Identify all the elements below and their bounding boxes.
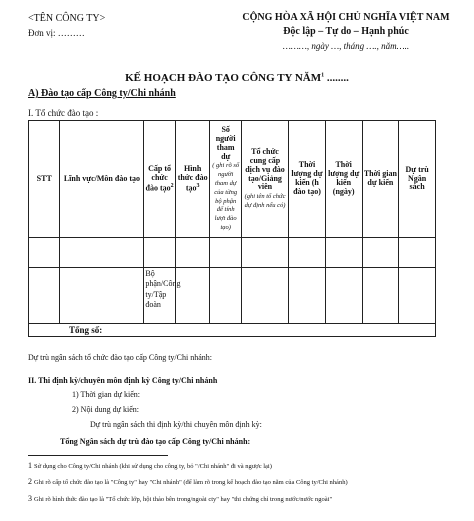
table-cell[interactable] (210, 268, 241, 324)
table-cell[interactable] (60, 238, 144, 268)
footnote-3-number: 3 (28, 494, 32, 503)
header-duration-days: Thời lượng dự kiến (ngày) (325, 121, 362, 238)
footnote-2-number: 2 (28, 477, 32, 486)
section-ii-heading: II. Thi định kỳ/chuyên môn định kỳ Công ty/Chi nhánh (28, 376, 218, 385)
section-i-heading: I. Tổ chức đào tạo : (28, 108, 99, 118)
table-cell[interactable] (362, 268, 399, 324)
table-cell[interactable] (362, 238, 399, 268)
table-cell[interactable] (210, 238, 241, 268)
table-cell[interactable] (241, 268, 288, 324)
header-participants-text: Số người tham dự (215, 125, 236, 161)
footnote-1-text: Sử dụng cho Công ty/Chi nhánh (khi sử dụng cho công ty, bỏ "/Chi nhánh" đi và ngược lại) (34, 463, 272, 470)
table-row (29, 268, 436, 324)
table-cell[interactable] (60, 268, 144, 324)
document-title (0, 72, 474, 84)
header-form (175, 121, 210, 238)
total-row (29, 324, 436, 337)
unit-field: Đơn vị: ……… (28, 28, 85, 38)
total-budget-line: Tổng Ngân sách dự trù đào tạo cấp Công ty/Chi nhánh: (60, 437, 251, 446)
document-title-footnote-ref: 1 (321, 72, 325, 79)
exam-budget-line: Dự trù ngân sách thi định kỳ/thi chuyên môn định kỳ: (90, 420, 262, 429)
budget-line: Dự trù ngân sách tổ chức đào tạo cấp Công ty/Chi nhánh: (28, 353, 212, 362)
header-participants (210, 121, 241, 238)
level-cell[interactable]: Bộ phận/Công ty/Tập đoàn (144, 268, 175, 324)
header-provider (241, 121, 288, 238)
table-cell[interactable] (175, 238, 210, 268)
list-item-time: 1) Thời gian dự kiến: (72, 390, 140, 399)
header-level-footnote-ref: 2 (170, 182, 174, 189)
footnote-2 (28, 477, 348, 486)
footnote-1 (28, 461, 272, 470)
table-cell[interactable] (399, 238, 436, 268)
footnote-divider (28, 455, 168, 456)
table-cell[interactable] (29, 238, 60, 268)
section-a-heading: A) Đào tạo cấp Công ty/Chi nhánh (28, 88, 176, 99)
table-row (29, 238, 436, 268)
header-provider-note: (ghi tên tổ chức dự định nếu có) (244, 193, 286, 209)
header-expected-time: Thời gian dự kiến (362, 121, 399, 238)
table-cell[interactable] (144, 238, 175, 268)
table-cell[interactable] (289, 238, 326, 268)
table-cell[interactable] (289, 268, 326, 324)
footnote-3 (28, 494, 332, 503)
list-item-content: 2) Nội dung dự kiến: (72, 405, 139, 414)
national-title: CỘNG HÒA XÃ HỘI CHỦ NGHĨA VIỆT NAM (242, 12, 450, 23)
training-plan-table (28, 120, 436, 337)
footnote-2-text: Ghi rõ cấp tổ chức đào tạo là "Công ty" hay "Chi nhánh" (để làm rõ trong kế hoạch đào tạo năm của Công ty/Chi nhánh) (34, 479, 348, 486)
header-form-footnote-ref: 3 (196, 182, 200, 189)
header-participants-note: ( ghi rõ số người tham dự của từng bộ phận để tính lượt đào tạo) (212, 162, 240, 231)
header-level-text: Cấp tổ chức đào tạo (145, 163, 172, 193)
header-provider-text: Tổ chức cung cấp dịch vụ đào tạo/Giảng viên (245, 147, 285, 192)
table-header-row (29, 121, 436, 238)
date-line: ………, ngày …, tháng …., năm….. (282, 41, 410, 51)
company-name-placeholder: <TÊN CÔNG TY> (28, 13, 106, 24)
header-stt: STT (29, 121, 60, 238)
national-motto: Độc lập – Tự do – Hạnh phúc (283, 26, 409, 37)
table-cell[interactable] (241, 238, 288, 268)
header-field: Lĩnh vực/Môn đào tạo (60, 121, 144, 238)
total-label: Tổng số: (29, 324, 436, 337)
footnote-1-number: 1 (28, 461, 32, 470)
table-cell[interactable] (325, 238, 362, 268)
footnote-3-text: Ghi rõ hình thức đào tạo là "Tổ chức lớp, hội thảo bên trong/ngoài cty" hay "thi chứng chỉ trong nước/nước ngoài" (34, 496, 333, 503)
header-level (144, 121, 175, 238)
table-cell[interactable] (29, 268, 60, 324)
document-title-text: KẾ HOẠCH ĐÀO TẠO CÔNG TY NĂM (125, 72, 322, 84)
table-cell[interactable] (399, 268, 436, 324)
header-form-text: Hình thức đào tạo (177, 163, 208, 193)
header-duration-hours: Thời lượng dự kiến (h đào tạo) (289, 121, 326, 238)
header-budget: Dự trù Ngân sách (399, 121, 436, 238)
table-cell[interactable] (325, 268, 362, 324)
document-title-suffix: ........ (324, 72, 349, 84)
table-cell[interactable] (175, 268, 210, 324)
